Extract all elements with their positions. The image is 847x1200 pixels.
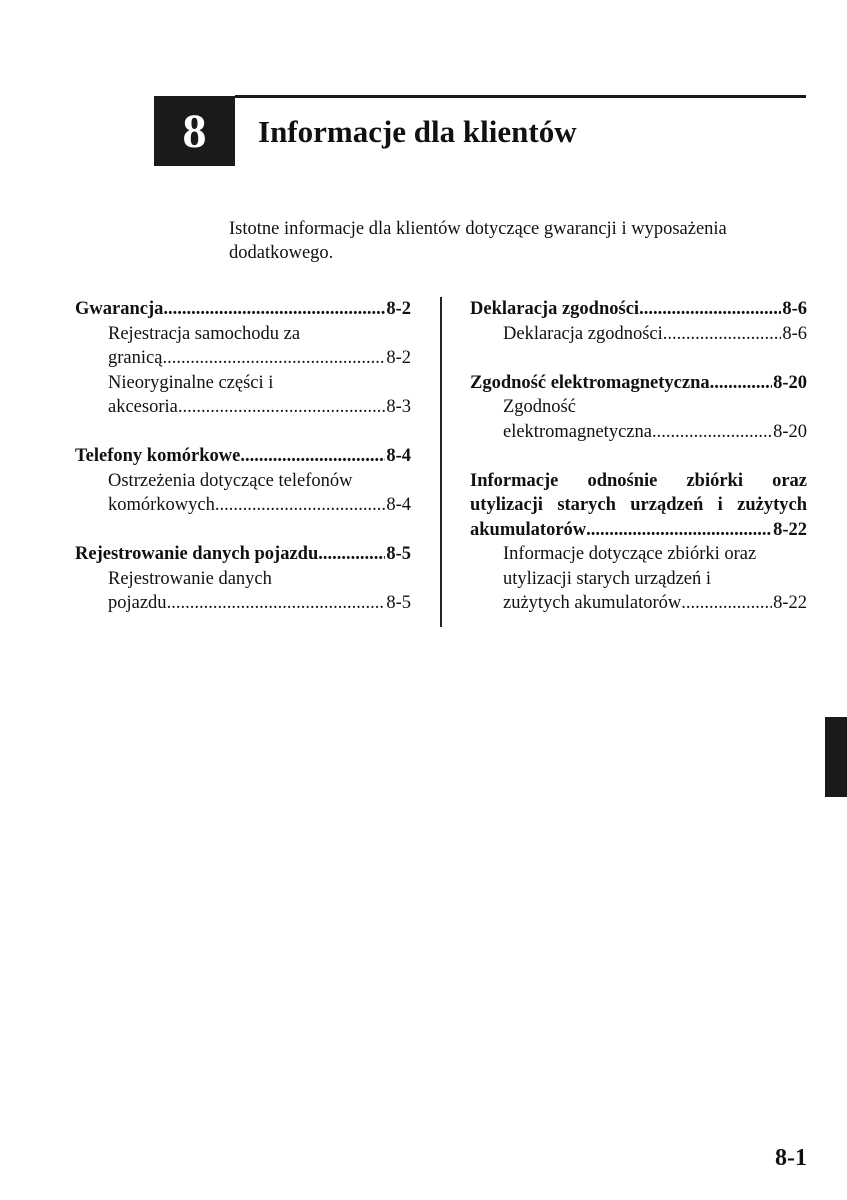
toc-section-telefony	[75, 444, 411, 518]
toc-entry-line: Informacje odnośnie zbiórki oraz	[470, 470, 807, 491]
toc-subentry-line: akcesoria	[108, 397, 178, 417]
toc-section-zgodnosc	[470, 371, 807, 445]
toc-subentry-deklaracja-zgodnosci[interactable]	[470, 322, 807, 347]
leader-dots	[163, 297, 385, 322]
toc-entry-title: Gwarancja	[75, 299, 164, 319]
toc-page-ref: 8-6	[782, 323, 807, 344]
toc-page-ref: 8-3	[386, 397, 411, 417]
toc-section-rejestrowanie	[75, 542, 411, 616]
leader-dots	[710, 371, 772, 396]
toc-page-ref: 8-20	[773, 421, 807, 442]
leader-dots	[663, 322, 782, 347]
leader-dots	[240, 444, 385, 469]
toc-section-informacje	[470, 469, 807, 616]
leader-dots	[167, 591, 386, 616]
toc-entry-line: akumulatorów	[470, 519, 587, 540]
toc-entry-zgodnosc-elektromagnetyczna[interactable]	[470, 371, 807, 396]
toc-entry-rejestrowanie-danych[interactable]	[75, 542, 411, 567]
toc-page-ref: 8-4	[386, 446, 411, 466]
toc-entry-title: Rejestrowanie danych pojazdu	[75, 544, 319, 564]
toc-subentry-line: elektromagnetyczna	[503, 421, 652, 442]
toc-subentry-line: Rejestracja samochodu za	[108, 323, 301, 344]
intro-line-2: dodatkowego.	[229, 243, 334, 263]
toc-subentry-line: Rejestrowanie danych	[108, 568, 272, 589]
chapter-number-box	[154, 96, 235, 166]
chapter-thumb-tab	[825, 717, 847, 797]
toc-entry-informacje-zbiorka[interactable]	[470, 469, 807, 543]
chapter-intro	[229, 217, 789, 265]
toc-subentry-rejestrowanie-danych[interactable]	[75, 567, 411, 616]
leader-dots	[681, 591, 772, 616]
leader-dots	[215, 493, 385, 518]
toc-subentry-line: Zgodność	[503, 397, 576, 417]
toc-entry-deklaracja-zgodnosci[interactable]	[470, 297, 807, 322]
toc-entry-title: Telefony komórkowe	[75, 446, 241, 466]
toc-entry-line: utylizacji starych urządzeń i zużytych	[470, 495, 807, 515]
toc-subentry-line: Nieoryginalne części i	[108, 372, 274, 393]
toc-entry-title: Zgodność elektromagnetyczna	[470, 372, 710, 393]
leader-dots	[639, 297, 781, 322]
toc-subentry-line: Deklaracja zgodności	[503, 323, 663, 344]
toc-right-column	[470, 297, 807, 640]
toc-subentry-ostrzezenia[interactable]	[75, 469, 411, 518]
toc-subentry-line: zużytych akumulatorów	[503, 593, 682, 613]
toc-page-ref: 8-2	[386, 299, 411, 319]
toc-entry-telefony-komorkowe[interactable]	[75, 444, 411, 469]
toc-page-ref: 8-22	[773, 593, 807, 613]
page-number: 8-1	[775, 1145, 807, 1171]
toc-subentry-line: utylizacji starych urządzeń i	[503, 568, 712, 589]
chapter-number: 8	[182, 104, 207, 158]
column-divider	[440, 297, 442, 627]
toc-subentry-nieoryginalne-czesci[interactable]	[75, 371, 411, 420]
toc-subentry-line: granicą	[108, 348, 163, 368]
toc-page-ref: 8-20	[773, 372, 807, 393]
toc-page-ref: 8-6	[782, 299, 807, 319]
toc-page-ref: 8-22	[773, 519, 807, 540]
toc-page-ref: 8-2	[386, 348, 411, 368]
leader-dots	[586, 518, 772, 543]
toc-subentry-line: pojazdu	[108, 593, 167, 613]
toc-subentry-informacje-zbiorka[interactable]	[470, 542, 807, 616]
toc-left-column	[75, 297, 411, 640]
toc-page-ref: 8-5	[386, 593, 411, 613]
chapter-title: Informacje dla klientów	[258, 114, 577, 149]
toc-section-deklaracja	[470, 297, 807, 346]
leader-dots	[178, 395, 385, 420]
leader-dots	[318, 542, 385, 567]
leader-dots	[162, 346, 385, 371]
toc-section-gwarancja	[75, 297, 411, 420]
toc-entry-gwarancja[interactable]	[75, 297, 411, 322]
toc-page-ref: 8-5	[386, 544, 411, 564]
toc-subentry-line: komórkowych	[108, 495, 215, 515]
header-rule	[235, 95, 806, 98]
toc-subentry-line: Ostrzeżenia dotyczące telefonów	[108, 470, 353, 491]
toc-page-ref: 8-4	[386, 495, 411, 515]
leader-dots	[652, 420, 772, 445]
toc-subentry-line: Informacje dotyczące zbiórki oraz	[503, 544, 757, 564]
toc-entry-title: Deklaracja zgodności	[470, 299, 640, 319]
toc-subentry-rejestracja-za-granica[interactable]	[75, 322, 411, 371]
toc-subentry-zgodnosc-elektromagnetyczna[interactable]	[470, 395, 807, 444]
intro-line-1: Istotne informacje dla klientów dotyczące gwarancji i wyposażenia	[229, 219, 727, 239]
